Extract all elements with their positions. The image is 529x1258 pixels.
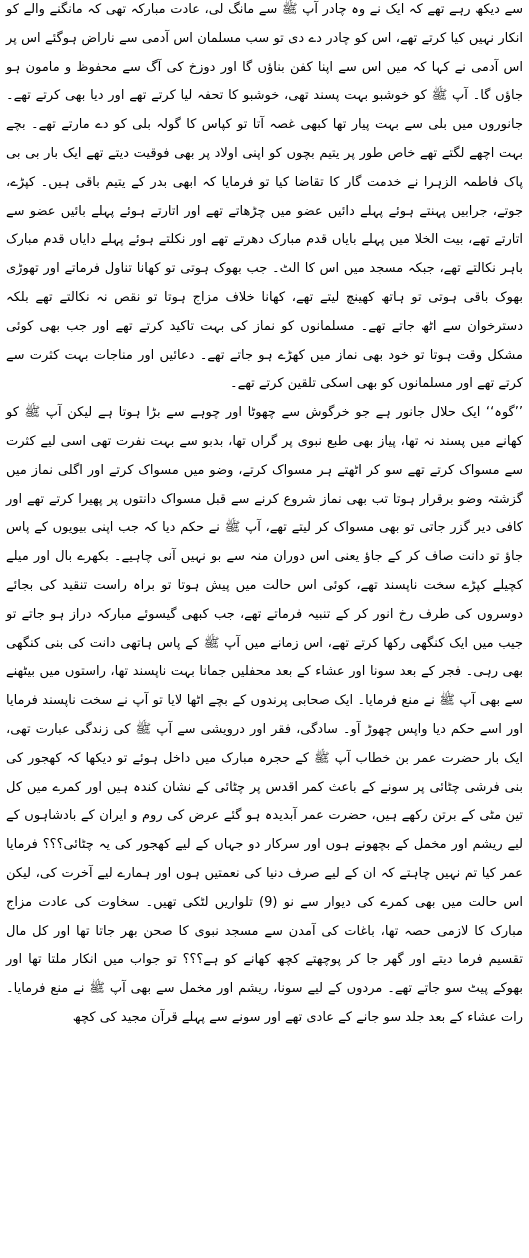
body-paragraph-1: سے دیکھ رہے تھے کہ ایک نے وہ چادر آپ ﷺ سے مانگ لی، عادت مبارکہ تھی کہ مانگنے والے کو انکار نہیں کیا کرتے تھے، اس کو چادر دے دی تو سب مسلمان اس آدمی سے ناراض ہوگئے اس پر اس آدمی نے کہا کہ میں اس سے اپنا کفن بناؤں گا اور دوزخ کی آگ سے محفوظ و مامون ہو جاؤں گا۔ آپ ﷺ کو خوشبو بہت پسند تھی، خوشبو کا تحفہ لیا کرتے تھے اور دیا بھی کرتے تھے۔ جانوروں میں بلی سے بہت پیار تھا کبھی غصہ آتا تو کپاس کا گولہ بلی کو دے مارتے تھے۔ بچے بہت اچھے لگتے تھے خاص طور پر یتیم بچوں کو اپنی اولاد پر بھی فوقیت دیتے تھے ایک بار بی بی پاک فاطمہ الزہرا نے خدمت گار کا تقاضا کیا تو فرمایا کہ ابھی بدر کے یتیم باقی ہیں۔ کپڑے، جوتے، جرابیں پہنتے ہوئے پہلے دائیں عضو میں چڑھاتے تھے اور اتارتے ہوئے پہلے بائیں عضو سے اتارتے تھے، بیت الخلا میں پہلے بایاں قدم مبارک دھرتے تھے اور نکلتے ہوئے پہلے دایاں قدم مبارک باہر نکالتے تھے، جبکہ مسجد میں اس کا الٹ۔ جب بھوک ہوتی تو کھانا تناول فرماتے اور تھوڑی بھوک باقی ہوتی تو ہاتھ کھینچ لیتے تھے، کھانا خلاف مزاج ہوتا تو نقص نہ نکالتے تھے بلکہ دسترخوان سے اٹھ جاتے تھے۔ مسلمانوں کو نماز کی بہت تاکید کرتے تھے اور جب بھی کوئی مشکل وقت ہوتا تو خود بھی نماز میں کھڑے ہو جاتے تھے۔ دعائیں اور مناجات بہت کثرت سے کرتے تھے اور مسلمانوں کو بھی اسکی تلقین کرتے تھے۔ bbox=[6, 2, 523, 392]
body-paragraph-2: ’’گوہ‘‘ ایک حلال جانور ہے جو خرگوش سے چھوٹا اور چوہے سے بڑا ہوتا ہے لیکن آپ ﷺ کو کھانے میں پسند نہ تھا، پیاز بھی طبع نبوی پر گراں تھا، بدبو سے بہت نفرت تھی اسی لیے کثرت سے مسواک کرتے تھے سو کر اٹھتے ہر مسواک کرتے، وضو میں مسواک کرتے اور اگلی نماز میں گزشتہ وضو برقرار ہوتا تب بھی نماز شروع کرنے سے قبل مسواک دانتوں پر پھیرا کرتے تھے اور کافی دیر گزر جاتی تو بھی مسواک کر لیتے تھے، آپ ﷺ نے حکم دیا کہ جب اپنی بیویوں کے پاس جاؤ تو دانت صاف کر کے جاؤ یعنی اس دوران منہ سے بو نہیں آنی چاہیے۔ بکھرے بال اور میلے کچیلے کپڑے سخت ناپسند تھے، کوئی اس حالت میں پیش ہوتا تو براہ راست تنقید کی بجائے دوسروں کی طرف رخ انور کر کے تنبیہ فرماتے تھے، جب کبھی گیسوئے مبارکہ دراز ہو جاتے تو جیب میں ایک کنگھی رکھا کرتے تھے، اس زمانے میں آپ ﷺ کے پاس ہاتھی دانت کی بنی کنگھی بھی رہی۔ فجر کے بعد سونا اور عشاء کے بعد محفلیں جمانا بہت ناپسند تھا، راستوں میں بیٹھنے سے بھی آپ ﷺ نے منع فرمایا۔ ایک صحابی پرندوں کے بچے اٹھا لایا تو آپ نے سخت ناپسند فرمایا اور اسے حکم دیا واپس چھوڑ آو۔ سادگی، فقر اور درویشی سے آپ ﷺ کی زندگی عبارت تھی، ایک بار حضرت عمر بن خطاب آپ ﷺ کے حجرہ مبارک میں داخل ہوئے تو دیکھا کہ کھجور کی بنی فرشی چٹائی پر سونے کے باعث کمر اقدس پر چٹائی کے نشان کندہ ہیں اور کمرے میں کل تین مٹی کے برتن رکھے ہیں، حضرت عمر آبدیدہ ہو گئے عرض کی روم و ایران کے بادشاہوں کے لیے ریشم اور مخمل کے بچھونے ہوں اور سرکار دو جہاں کے لیے کھجور کی یہ چٹائی؟؟؟ فرمایا عمر کیا تم نہیں چاہتے کہ ان کے لیے صرف دنیا کی نعمتیں ہوں اور ہمارے لیے آخرت کی، لیکن اس حالت میں بھی کمرے کی دیوار سے نو (9) تلواریں لٹکی تھیں۔ سخاوت کی عادت مزاج مبارک کا لازمی حصہ تھا، باغات کی آمدن سے مسجد نبوی کا صحن بھر جاتا تھا اور کل مال تقسیم فرما دیتے اور گھر جا کر پوچھتے کچھ کھانے کو ہے؟؟؟ تو جواب میں انکار ملتا تھا اور بھوکے پیٹ سو جاتے تھے۔ مردوں کے لیے سونا، ریشم اور مخمل سے بھی آپ ﷺ نے منع فرمایا۔ رات عشاء کے بعد جلد سو جانے کے عادی تھے اور سونے سے پہلے قرآن مجید کی کچھ bbox=[6, 405, 523, 1025]
